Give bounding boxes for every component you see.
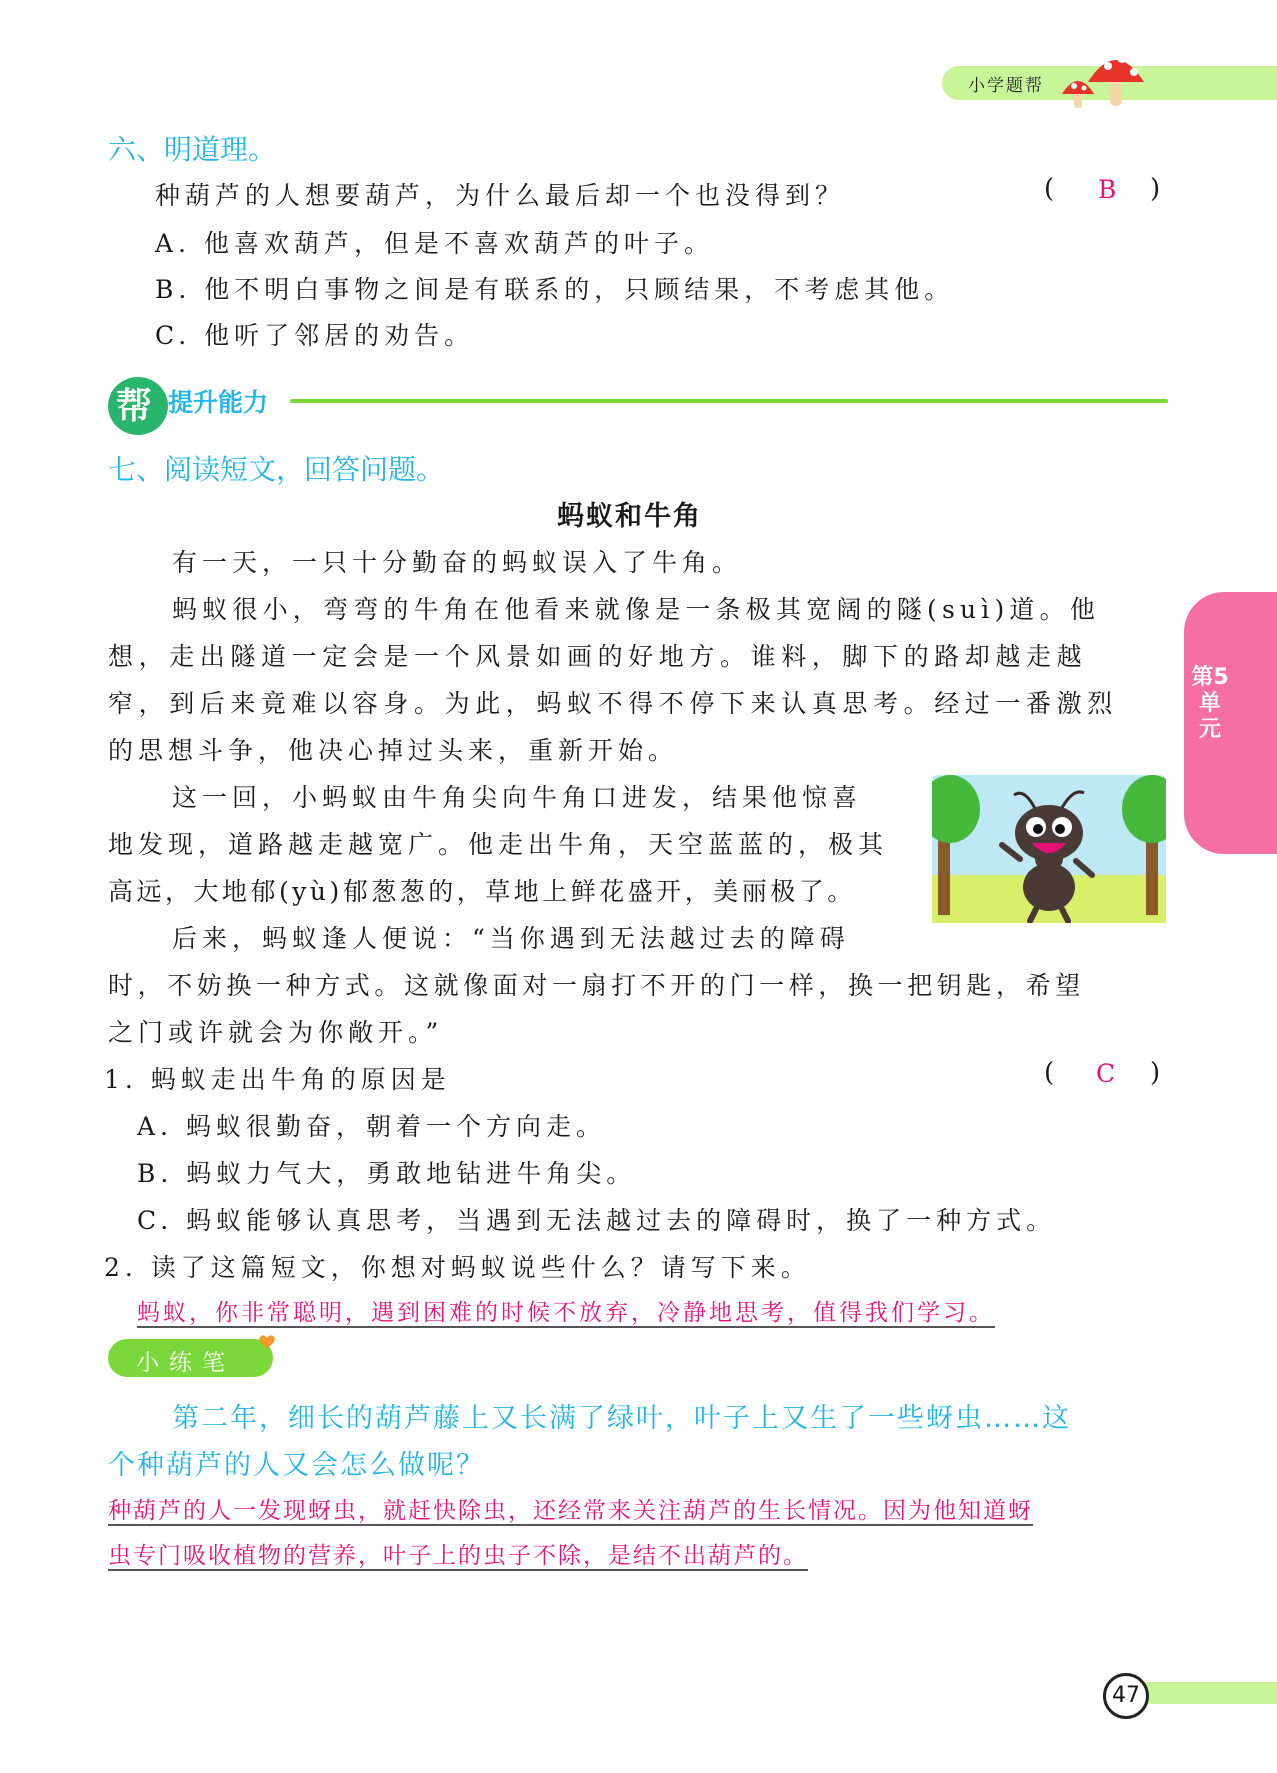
passage-line: 窄，到后来竟难以容身。为此，蚂蚁不得不停下来认真思考。经过一番激烈 — [108, 689, 1118, 718]
q1-option-c: C. 蚂蚁能够认真思考，当遇到无法越过去的障碍时，换了一种方式。 — [137, 1206, 1057, 1235]
paren-open: ( — [1044, 174, 1055, 204]
section6-option-a: A. 他喜欢葫芦，但是不喜欢葫芦的叶子。 — [155, 229, 714, 258]
mushroom-icon — [1052, 44, 1152, 114]
passage-line: 后来，蚂蚁逢人便说：“当你遇到无法越过去的障碍 — [172, 924, 850, 953]
passage-line: 之门或许就会为你敞开。” — [108, 1018, 444, 1047]
section6-question: 种葫芦的人想要葫芦，为什么最后却一个也没得到？ — [155, 181, 846, 210]
passage-line: 这一回，小蚂蚁由牛角尖向牛角口进发，结果他惊喜 — [172, 783, 863, 812]
q1-option-b: B. 蚂蚁力气大，勇敢地钻进牛角尖。 — [137, 1159, 637, 1188]
help-badge-char: 帮 — [116, 386, 153, 427]
page-number: 47 — [1103, 1673, 1149, 1719]
passage-line: 有一天，一只十分勤奋的蚂蚁误入了牛角。 — [172, 548, 743, 577]
ant-illustration — [932, 775, 1166, 923]
paren-close: ) — [1150, 174, 1161, 204]
help-banner-label: 提升能力 — [168, 388, 269, 417]
practice-prompt: 第二年，细长的葫芦藤上又长满了绿叶，叶子上又生了一些蚜虫……这 — [172, 1403, 1071, 1434]
passage-line: 时，不妨换一种方式。这就像面对一扇打不开的门一样，换一把钥匙，希望 — [108, 971, 1085, 1000]
passage-line: 高远，大地郁(yù)郁葱葱的，草地上鲜花盛开，美丽极了。 — [108, 877, 856, 906]
q1-option-a: A. 蚂蚁很勤奋，朝着一个方向走。 — [137, 1112, 606, 1141]
passage-line: 想，走出隧道一定会是一个风景如画的好地方。谁料，脚下的路却越走越 — [108, 642, 1088, 671]
practice-answer: 虫专门吸收植物的营养，叶子上的虫子不除，是结不出葫芦的。 — [108, 1543, 808, 1569]
section6-option-c: C. 他听了邻居的劝告。 — [155, 321, 475, 350]
section6-option-b: B. 他不明白事物之间是有联系的，只顾结果，不考虑其他。 — [155, 275, 955, 304]
practice-prompt: 个种葫芦的人又会怎么做呢？ — [108, 1450, 485, 1481]
q1-answer: C — [1096, 1059, 1116, 1088]
section6-title: 六、明道理。 — [108, 133, 277, 166]
heart-icon — [258, 1334, 276, 1350]
section6-answer: B — [1098, 175, 1117, 204]
passage-line: 的思想斗争，他决心掉过头来，重新开始。 — [108, 736, 679, 765]
section7-title: 七、阅读短文，回答问题。 — [108, 453, 445, 486]
q1-text: 1. 蚂蚁走出牛角的原因是 — [104, 1065, 451, 1094]
passage-title: 蚂蚁和牛角 — [557, 501, 702, 532]
q2-text: 2. 读了这篇短文，你想对蚂蚁说些什么？请写下来。 — [104, 1253, 811, 1282]
header-brand: 小学题帮 — [968, 76, 1044, 96]
unit-tab-label: 第5单元 — [1191, 665, 1229, 742]
passage-line: 蚂蚁很小，弯弯的牛角在他看来就像是一条极其宽阔的隧(suì)道。他 — [172, 595, 1101, 624]
paren-open: ( — [1044, 1058, 1055, 1088]
divider-line — [290, 399, 1168, 403]
paren-close: ) — [1150, 1058, 1161, 1088]
practice-tag-label: 小练笔 — [136, 1350, 235, 1376]
q2-answer: 蚂蚁，你非常聪明，遇到困难的时候不放弃，冷静地思考，值得我们学习。 — [137, 1300, 995, 1326]
practice-answer: 种葫芦的人一发现蚜虫，就赶快除虫，还经常来关注葫芦的生长情况。因为他知道蚜 — [108, 1498, 1033, 1524]
passage-line: 地发现，道路越走越宽广。他走出牛角，天空蓝蓝的，极其 — [108, 830, 889, 859]
